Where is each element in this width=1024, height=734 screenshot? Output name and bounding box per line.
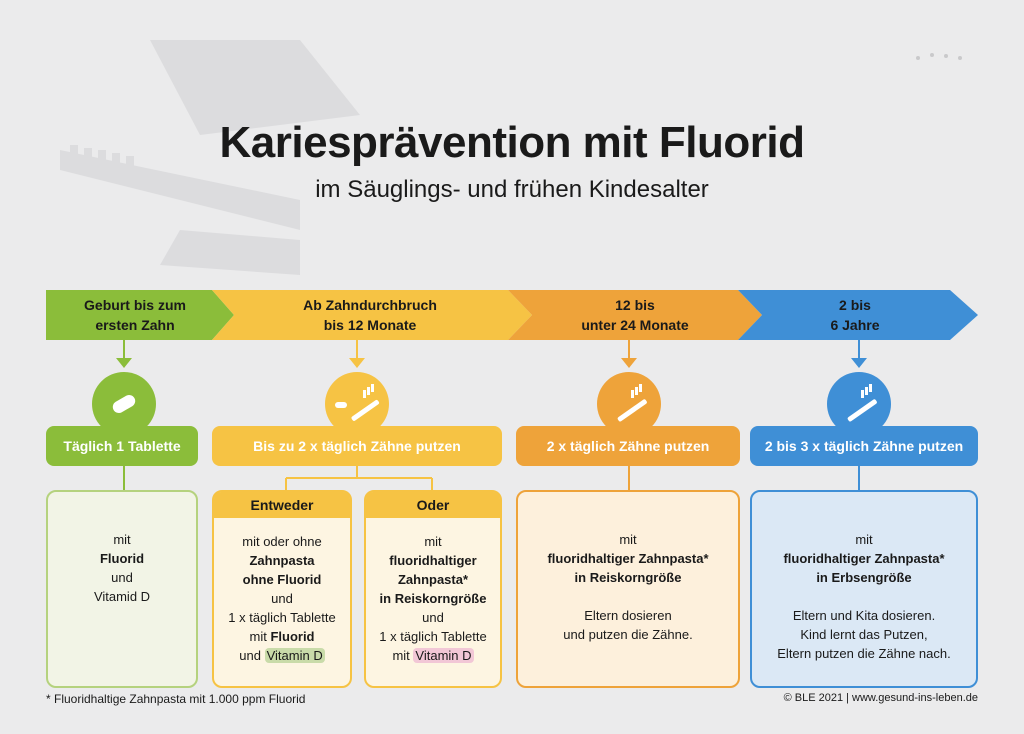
page-subtitle: im Säuglings- und frühen Kindesalter bbox=[315, 176, 709, 203]
card-oder: Oder mit fluoridhaltiger Zahnpasta* in Reiskorngröße und 1 x täglich Tablette mit Vitamin D bbox=[364, 490, 502, 688]
card-orange: mit fluoridhaltiger Zahnpasta* in Reiskorngröße Eltern dosieren und putzen die Zähne. bbox=[516, 490, 740, 688]
page-title: Kariesprävention mit Fluorid bbox=[219, 118, 805, 167]
action-stage-3: 2 x täglich Zähne putzen bbox=[516, 426, 740, 466]
footnote: * Fluoridhaltige Zahnpasta mit 1.000 ppm Fluorid bbox=[46, 692, 306, 706]
action-stage-4: 2 bis 3 x täglich Zähne putzen bbox=[750, 426, 978, 466]
card-tablet: mit Fluorid und Vitamid D bbox=[46, 490, 198, 688]
stage-1-label: Geburt bis zum ersten Zahn bbox=[84, 297, 186, 333]
copyright: © BLE 2021 | www.gesund-ins-leben.de bbox=[783, 692, 978, 704]
stage-3-label: 12 bis unter 24 Monate bbox=[581, 297, 689, 333]
action-stage-1: Täglich 1 Tablette bbox=[46, 426, 198, 466]
action-stage-2: Bis zu 2 x täglich Zähne putzen bbox=[212, 426, 502, 466]
card-blue: mit fluoridhaltiger Zahnpasta* in Erbsengröße Eltern und Kita dosieren. Kind lernt das Putzen, Eltern putzen die Zähne nach. bbox=[750, 490, 978, 688]
stage-4-label: 2 bis 6 Jahre bbox=[830, 297, 880, 333]
card-entweder: Entweder mit oder ohne Zahnpasta ohne Fluorid und 1 x täglich Tablette mit Fluorid und Vitamin D bbox=[212, 490, 352, 688]
stage-2-label: Ab Zahndurchbruch bis 12 Monate bbox=[303, 297, 437, 333]
card-entweder-header: Entweder bbox=[214, 492, 350, 518]
card-oder-header: Oder bbox=[366, 492, 500, 518]
